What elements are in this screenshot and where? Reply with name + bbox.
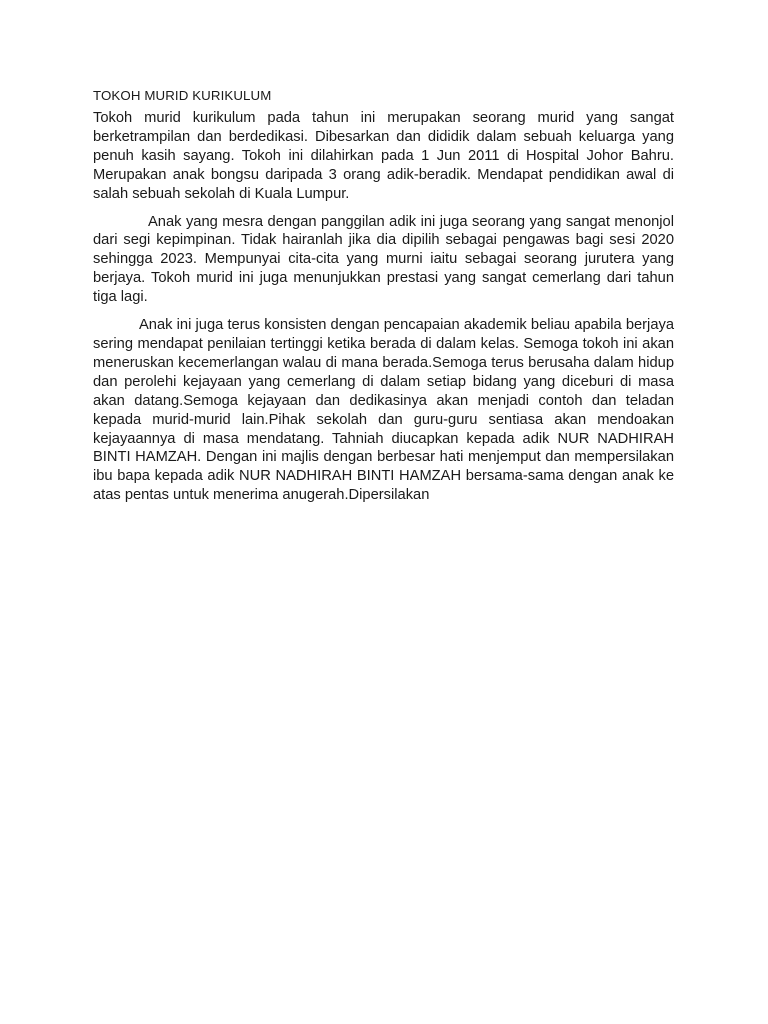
paragraph-academic-achievement: Anak ini juga terus konsisten dengan pencapaian akademik beliau apabila berjaya sering mendapat penilaian tertinggi ketika berada di dalam kelas. Semoga tokoh ini akan meneruskan kecemerlangan walau di mana berada.Semoga terus berusaha dalam hidup dan perolehi kejayaan yang cemerlang di dalam setiap bidang yang diceburi di masa akan datang.Semoga kejayaan dan dedikasinya akan menjadi contoh dan teladan kepada murid-murid lain.Pihak sekolah dan guru-guru sentiasa akan mendoakan kejayaannya di masa mendatang. Tahniah diucapkan kepada adik NUR NADHIRAH BINTI HAMZAH. Dengan ini majlis dengan berbesar hati menjemput dan mempersilakan ibu bapa kepada adik NUR NADHIRAH BINTI HAMZAH bersama-sama dengan anak ke atas pentas untuk menerima anugerah.Dipersilakan: [93, 317, 674, 504]
paragraph-introduction: Tokoh murid kurikulum pada tahun ini merupakan seorang murid yang sangat berketrampilan dan berdedikasi. Dibesarkan dan dididik dalam sebuah keluarga yang penuh kasih sayang. Tokoh ini dilahirkan pada 1 Jun 2011 di Hospital Johor Bahru. Merupakan anak bongsu daripada 3 orang adik-beradik. Mendapat pendidikan awal di salah sebuah sekolah di Kuala Lumpur.: [93, 110, 674, 202]
paragraph-leadership: Anak yang mesra dengan panggilan adik ini juga seorang yang sangat menonjol dari segi kepimpinan. Tidak hairanlah jika dia dipilih sebagai pengawas bagi sesi 2020 sehingga 2023. Mempunyai cita-cita yang murni iaitu sebagai seorang jurutera yang berjaya. Tokoh murid ini juga menunjukkan prestasi yang sangat cemerlang dari tahun tiga lagi.: [93, 213, 674, 306]
document-body: [93, 86, 674, 514]
document-title: TOKOH MURID KURIKULUM: [93, 88, 272, 103]
